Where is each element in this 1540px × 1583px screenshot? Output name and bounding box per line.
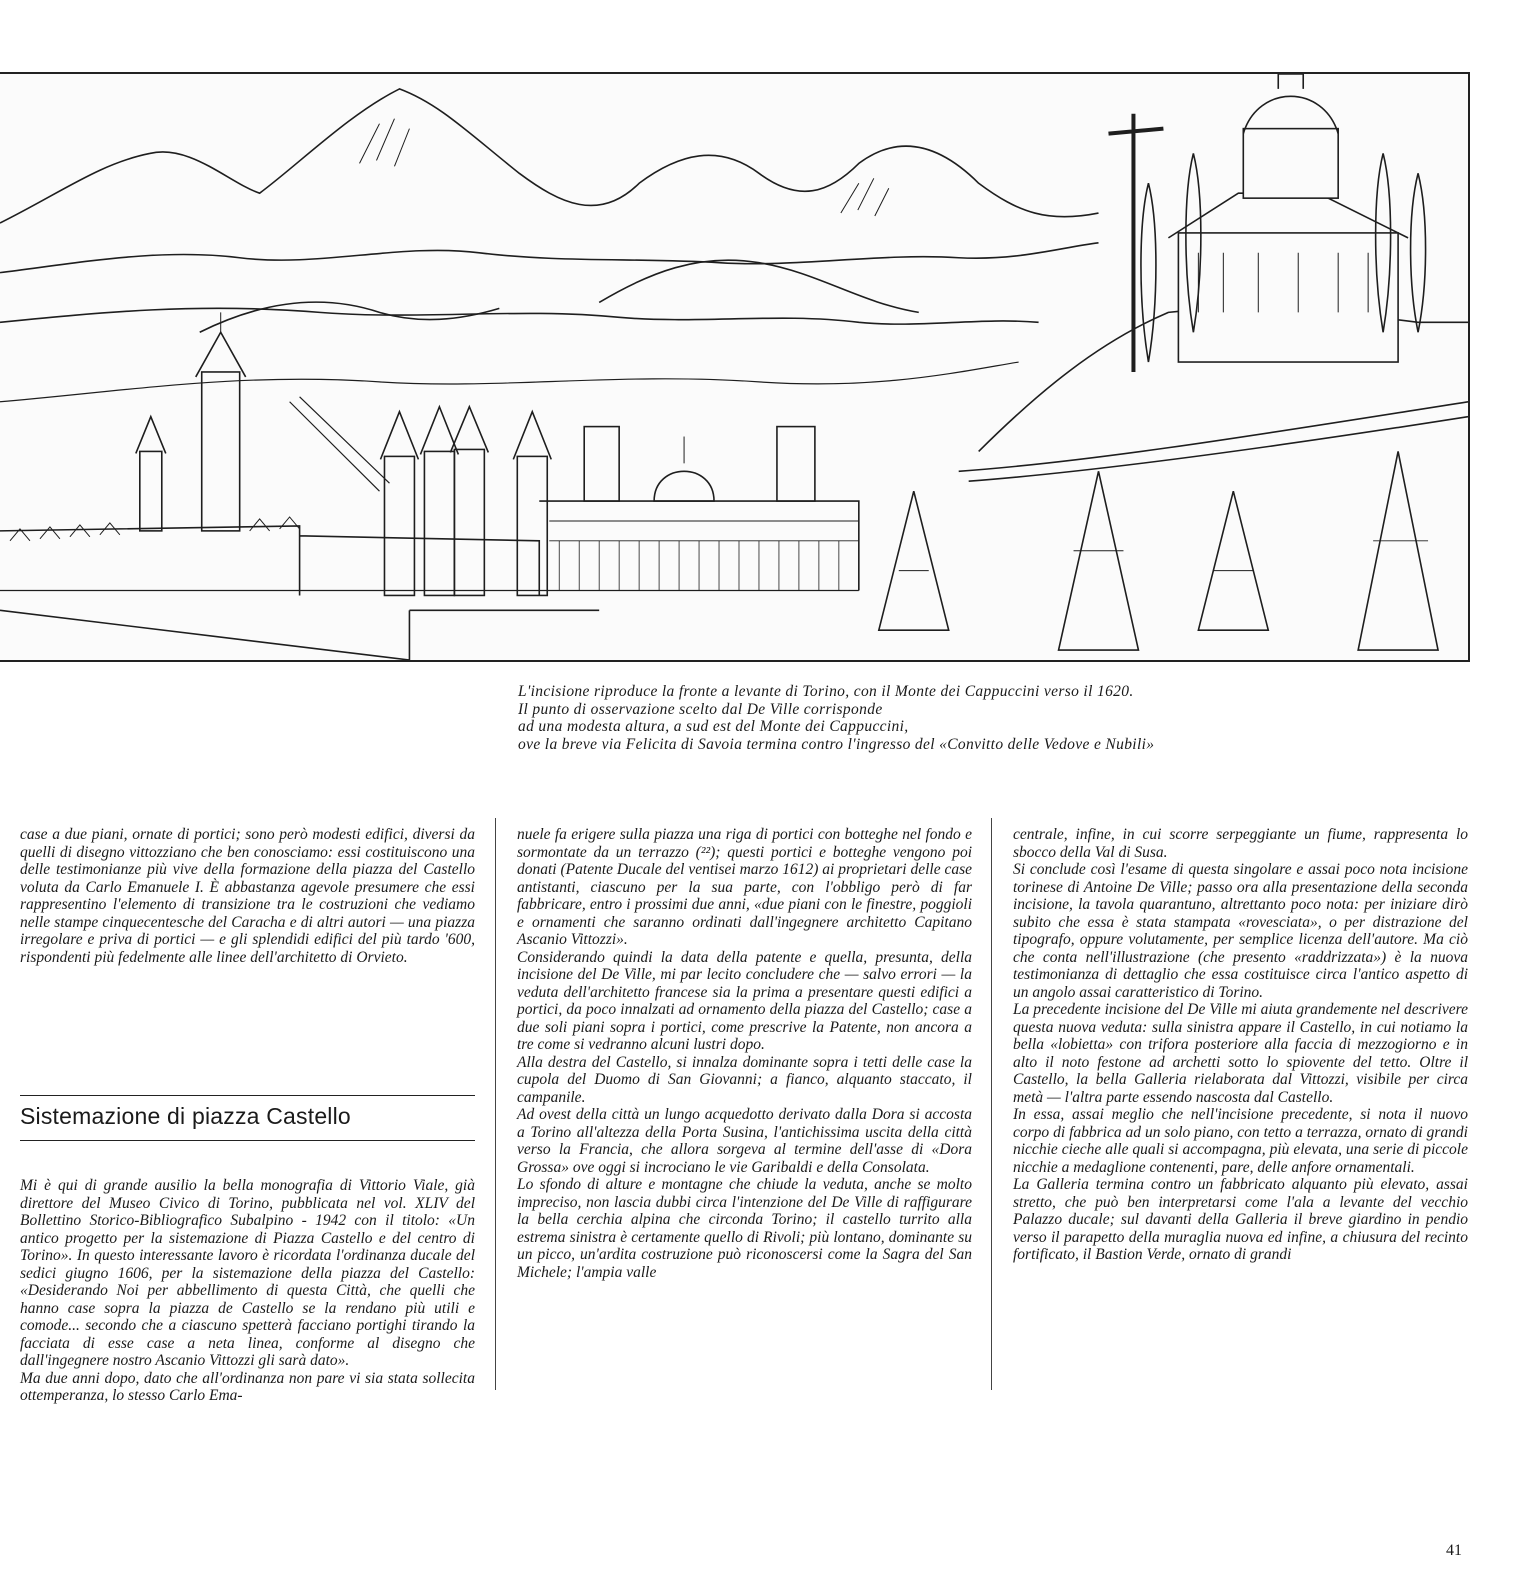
caption-line: Il punto di osservazione scelto dal De Ville corrisponde xyxy=(518,700,883,718)
paragraph: Ma due anni dopo, dato che all'ordinanza non pare vi sia stata sollecita ottemperanza, lo stesso Carlo Ema- xyxy=(20,1369,475,1404)
caption-line: ad una modesta altura, a sud est del Monte dei Cappuccini, xyxy=(518,718,909,735)
paragraph: La Galleria termina contro un fabbricato alquanto più elevato, assai stretto, che può ben interpretarsi come l'ala a levante del vecchio Palazzo ducale; sul davanti della Galleria il breve giardino in pendio verso il parapetto della muraglia nuova ed infine, a chiusura del recinto fortificato, il Bastion Verde, ornato di grandi xyxy=(1013,1176,1468,1263)
turin-panorama-drawing xyxy=(0,74,1468,660)
section-heading-box xyxy=(20,1095,475,1141)
paragraph: centrale, infine, in cui scorre serpeggiante un fiume, rappresenta lo sbocco della Val di Susa. xyxy=(1013,826,1468,861)
figure-caption xyxy=(518,683,1418,753)
column-divider xyxy=(991,818,992,1390)
caption-line: L'incisione riproduce la fronte a levante di Torino, con il Monte dei Cappuccini verso il 1620. xyxy=(518,683,1134,700)
column-2 xyxy=(517,826,972,1281)
paragraph: Considerando quindi la data della patente e quella, presunta, della incisione del De Ville, mi par lecito concludere che — salvo errori — la veduta dell'architetto francese sia la prima a presentare questi edifici a portici, da poco innalzati ad ornamento della piazza del Castello; case a due soli piani sopra i portici, come prescrive la Patente, non ancora a tre come si vedranno alcuni lustri dopo. xyxy=(517,948,972,1053)
paragraph: Alla destra del Castello, si innalza dominante sopra i tetti delle case la cupola del Duomo di San Giovanni; a fianco, alquanto staccato, il campanile. xyxy=(517,1053,972,1106)
paragraph: Si conclude così l'esame di questa singolare e assai poco nota incisione torinese di Antoine De Ville; passo ora alla presentazione della seconda incisione, la tavola quarantuno, altrettanto poco nota: per iniziare dirò subito che essa è stata stampata «rovesciata», o per distrazione del tipografo, oppure volutamente, per semplice licenza dell'autore. Ma ciò che conta nell'illustrazione (che presento «raddrizzata») è la nuova testimonianza di dettaglio che essa costituisce circa l'antico aspetto di un angolo assai caratteristico di Torino. xyxy=(1013,861,1468,1001)
paragraph: Ad ovest della città un lungo acquedotto derivato dalla Dora si accosta a Torino all'altezza della Porta Susina, l'antichissima uscita della città verso la Francia, che allora sorgeva al termine dell'asse di «Dora Grossa» ove oggi si incrociano le vie Garibaldi e della Consolata. xyxy=(517,1106,972,1176)
caption-line: ove la breve via Felicita di Savoia termina contro l'ingresso del «Convitto delle Vedove e Nubili» xyxy=(518,735,1155,753)
paragraph: case a due piani, ornate di portici; sono però modesti edifici, diversi da quelli di disegno vittozziano che ben conosciamo: essi costituiscono una delle testimonianze più vive della formazione della piazza del Castello voluta da Carlo Emanuele I. È abbastanza agevole presumere che essi rappresentino l'elemento di transizione tra le costruzioni che vediamo nelle stampe cinquecentesche del Caracha e di altri autori — una piazza irregolare e priva di portici — e gli splendidi edifici del più tardo '600, rispondenti più fedelmente alle linee dell'architetto di Orvieto. xyxy=(20,826,475,966)
paragraph: Mi è qui di grande ausilio la bella monografia di Vittorio Viale, già direttore del Museo Civico di Torino, pubblicata nel vol. XLIV del Bollettino Storico-Bibliografico Subalpino - 1942 con il titolo: «Un antico progetto per la sistemazione di Piazza Castello e del centro di Torino». In questo interessante lavoro è ricordata l'ordinanza ducale del sedici giugno 1606, per la sistemazione della piazza del Castello: «Desiderando Noi per abbellimento di questa Città, che quelli che hanno case sopra la piazza de Castello se la rendano più utili e comode... secondo che a ciascuno spetterà facciano portighi tirando la facciata di esse case a neta linea, conforme al disegno che dall'ingegnere nostro Ascanio Vittozzi gli sarà dato». xyxy=(20,1177,475,1369)
engraving-illustration xyxy=(0,72,1470,662)
paragraph: In essa, assai meglio che nell'incisione precedente, si nota il nuovo corpo di fabbrica ad un solo piano, con tetto a terrazza, ornato di grandi nicchie cieche alle quali si accompagna, più elevata, una serie di piccole nicchie a medaglione contenenti, pare, delle anfore ornamentali. xyxy=(1013,1106,1468,1176)
column-1-intro xyxy=(20,826,475,966)
column-3 xyxy=(1013,826,1468,1264)
page-number: 41 xyxy=(1446,1542,1462,1559)
section-title: Sistemazione di piazza Castello xyxy=(20,1103,351,1129)
paragraph: La precedente incisione del De Ville mi aiuta grandemente nel descrivere questa nuova veduta: sulla sinistra appare il Castello, in cui notiamo la bella «lobietta» con trifora posteriore alla faccia di mezzogiorno e in alto il noto festone ad archetti sotto lo spiovente del tetto. Oltre il Castello, la bella Galleria rielaborata dal Vittozzi, visibile per circa metà — l'altra parte essendo nascosta dal Castello. xyxy=(1013,1001,1468,1106)
bleed-through-text xyxy=(1130,0,1510,10)
column-1-body xyxy=(20,1177,475,1405)
paragraph: Lo sfondo di alture e montagne che chiude la veduta, anche se molto impreciso, non lascia dubbi circa l'intenzione del De Ville di raffigurare la bella cerchia alpina che circonda Torino; il castello turrito alla estrema sinistra è certamente quello di Rivoli; più lontano, dominante su un picco, un'ardita costruzione può riconoscersi come la Sagra del San Michele; l'ampia valle xyxy=(517,1176,972,1281)
column-divider xyxy=(495,818,496,1390)
paragraph: nuele fa erigere sulla piazza una riga di portici con botteghe nel fondo e sormontate da un terrazzo (²²); questi portici e botteghe vengono poi donati (Patente Ducale del ventisei marzo 1612) ai proprietari delle case antistanti, ciascuno per la sua parte, con l'obbligo però di far fabbricare, entro i prossimi due anni, «due piani con le finestre, poggioli e ornamenti che saranno ordinati dall'ingegnere architetto Capitano Ascanio Vittozzi». xyxy=(517,826,972,948)
